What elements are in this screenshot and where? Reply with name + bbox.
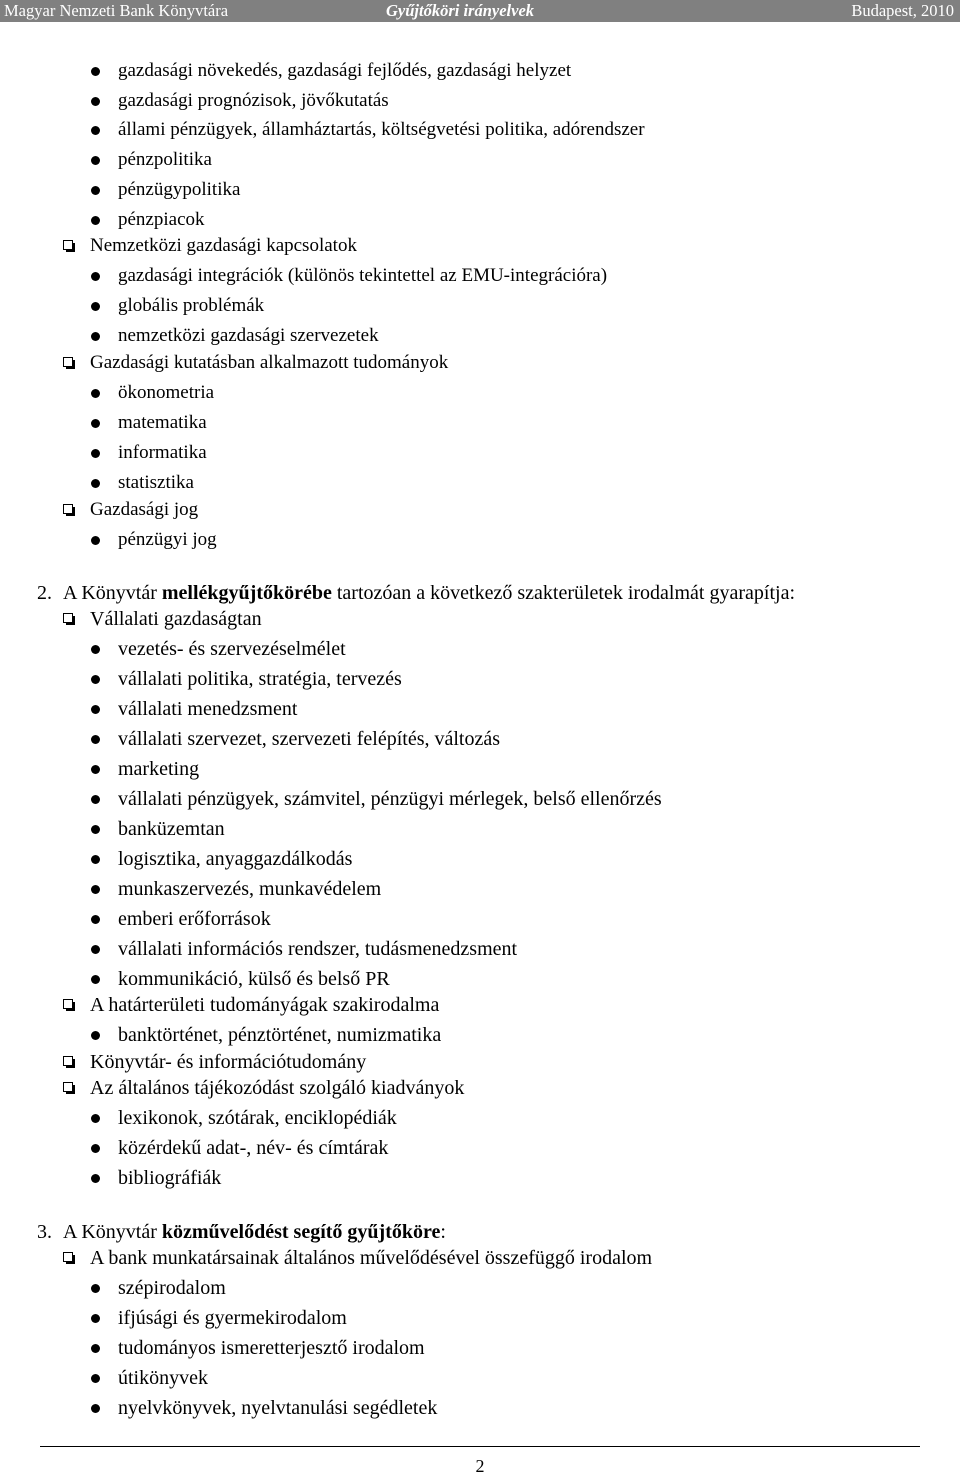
bullet-icon bbox=[91, 302, 100, 311]
bullet-icon bbox=[91, 645, 100, 654]
bullet-icon bbox=[91, 1114, 100, 1123]
list-item: kommunikáció, külső és belső PR bbox=[0, 967, 960, 991]
list-item: gazdasági növekedés, gazdasági fejlődés, gazdasági helyzet bbox=[0, 59, 960, 83]
section-intro: 3. A Könyvtár közművelődést segítő gyűjtőköre: bbox=[37, 1221, 446, 1243]
bullet-icon bbox=[91, 216, 100, 225]
list-item: informatika bbox=[0, 441, 960, 465]
list-item: vállalati pénzügyek, számvitel, pénzügyi mérlegek, belső ellenőrzés bbox=[0, 787, 960, 811]
bullet-icon bbox=[91, 156, 100, 165]
list-item: bibliográfiák bbox=[0, 1166, 960, 1190]
list-item: vállalati menedzsment bbox=[0, 697, 960, 721]
section-intro: 2. A Könyvtár mellékgyűjtőkörébe tartozóan a következő szakterületek irodalmát gyarapítja: bbox=[37, 582, 795, 604]
bullet-icon bbox=[91, 97, 100, 106]
bullet-icon bbox=[91, 945, 100, 954]
list-item: közérdekű adat-, név- és címtárak bbox=[0, 1136, 960, 1160]
checkbox-square-icon bbox=[63, 504, 73, 514]
bullet-icon bbox=[91, 885, 100, 894]
bullet-icon bbox=[91, 1031, 100, 1040]
bullet-icon bbox=[91, 765, 100, 774]
bullet-icon bbox=[91, 735, 100, 744]
list-item: banküzemtan bbox=[0, 817, 960, 841]
bullet-icon bbox=[91, 332, 100, 341]
bullet-icon bbox=[91, 419, 100, 428]
list-item: nemzetközi gazdasági szervezetek bbox=[0, 324, 960, 348]
list-item: szépirodalom bbox=[0, 1276, 960, 1300]
bullet-icon bbox=[91, 915, 100, 924]
checkbox-square-icon bbox=[63, 357, 73, 367]
bullet-icon bbox=[91, 479, 100, 488]
group-heading: Könyvtár- és információtudomány bbox=[0, 1050, 960, 1074]
bullet-icon bbox=[91, 1404, 100, 1413]
bullet-icon bbox=[91, 1344, 100, 1353]
header-place-date: Budapest, 2010 bbox=[851, 1, 954, 20]
list-item: vállalati szervezet, szervezeti felépítés, változás bbox=[0, 727, 960, 751]
list-item: tudományos ismeretterjesztő irodalom bbox=[0, 1336, 960, 1360]
list-item: statisztika bbox=[0, 471, 960, 495]
list-item: marketing bbox=[0, 757, 960, 781]
list-item: pénzügypolitika bbox=[0, 178, 960, 202]
list-item: vállalati politika, stratégia, tervezés bbox=[0, 667, 960, 691]
bullet-icon bbox=[91, 536, 100, 545]
list-item: ifjúsági és gyermekirodalom bbox=[0, 1306, 960, 1330]
bullet-icon bbox=[91, 1374, 100, 1383]
header-document-title: Gyűjtőköri irányelvek bbox=[386, 1, 535, 20]
bullet-icon bbox=[91, 825, 100, 834]
group-heading: A határterületi tudományágak szakirodalma bbox=[0, 993, 960, 1017]
list-item: vállalati információs rendszer, tudásmenedzsment bbox=[0, 937, 960, 961]
group-heading: Vállalati gazdaságtan bbox=[0, 607, 960, 631]
bullet-icon bbox=[91, 675, 100, 684]
list-item: nyelvkönyvek, nyelvtanulási segédletek bbox=[0, 1396, 960, 1420]
list-item: útikönyvek bbox=[0, 1366, 960, 1390]
list-item: ökonometria bbox=[0, 381, 960, 405]
group-heading: Gazdasági jog bbox=[0, 498, 960, 522]
list-item: banktörténet, pénztörténet, numizmatika bbox=[0, 1023, 960, 1047]
bullet-icon bbox=[91, 389, 100, 398]
list-item: logisztika, anyaggazdálkodás bbox=[0, 847, 960, 871]
list-item: állami pénzügyek, államháztartás, költségvetési politika, adórendszer bbox=[0, 118, 960, 142]
bullet-icon bbox=[91, 855, 100, 864]
bullet-icon bbox=[91, 1174, 100, 1183]
checkbox-square-icon bbox=[63, 999, 73, 1009]
bullet-icon bbox=[91, 449, 100, 458]
bullet-icon bbox=[91, 272, 100, 281]
list-item: matematika bbox=[0, 411, 960, 435]
page-header bbox=[0, 0, 960, 22]
list-item: pénzügyi jog bbox=[0, 528, 960, 552]
checkbox-square-icon bbox=[63, 1082, 73, 1092]
group-heading: A bank munkatársainak általános művelődésével összefüggő irodalom bbox=[0, 1246, 960, 1270]
list-item: munkaszervezés, munkavédelem bbox=[0, 877, 960, 901]
group-heading: Az általános tájékozódást szolgáló kiadványok bbox=[0, 1076, 960, 1100]
bullet-icon bbox=[91, 186, 100, 195]
list-item: gazdasági prognózisok, jövőkutatás bbox=[0, 89, 960, 113]
group-heading: Gazdasági kutatásban alkalmazott tudományok bbox=[0, 351, 960, 375]
list-item: pénzpolitika bbox=[0, 148, 960, 172]
bullet-icon bbox=[91, 1144, 100, 1153]
group-heading: Nemzetközi gazdasági kapcsolatok bbox=[0, 234, 960, 258]
checkbox-square-icon bbox=[63, 613, 73, 623]
bullet-icon bbox=[91, 975, 100, 984]
list-item: emberi erőforrások bbox=[0, 907, 960, 931]
bullet-icon bbox=[91, 126, 100, 135]
list-item: pénzpiacok bbox=[0, 208, 960, 232]
checkbox-square-icon bbox=[63, 1252, 73, 1262]
checkbox-square-icon bbox=[63, 1056, 73, 1066]
header-library-name: Magyar Nemzeti Bank Könyvtára bbox=[4, 1, 229, 20]
list-item: vezetés- és szervezéselmélet bbox=[0, 637, 960, 661]
list-item: lexikonok, szótárak, enciklopédiák bbox=[0, 1106, 960, 1130]
bullet-icon bbox=[91, 67, 100, 76]
bullet-icon bbox=[91, 795, 100, 804]
bullet-icon bbox=[91, 705, 100, 714]
list-item: globális problémák bbox=[0, 294, 960, 318]
bullet-icon bbox=[91, 1284, 100, 1293]
list-item: gazdasági integrációk (különös tekintettel az EMU-integrációra) bbox=[0, 264, 960, 288]
page-number: 2 bbox=[475, 1456, 485, 1476]
bullet-icon bbox=[91, 1314, 100, 1323]
footer-rule bbox=[40, 1446, 920, 1447]
checkbox-square-icon bbox=[63, 240, 73, 250]
